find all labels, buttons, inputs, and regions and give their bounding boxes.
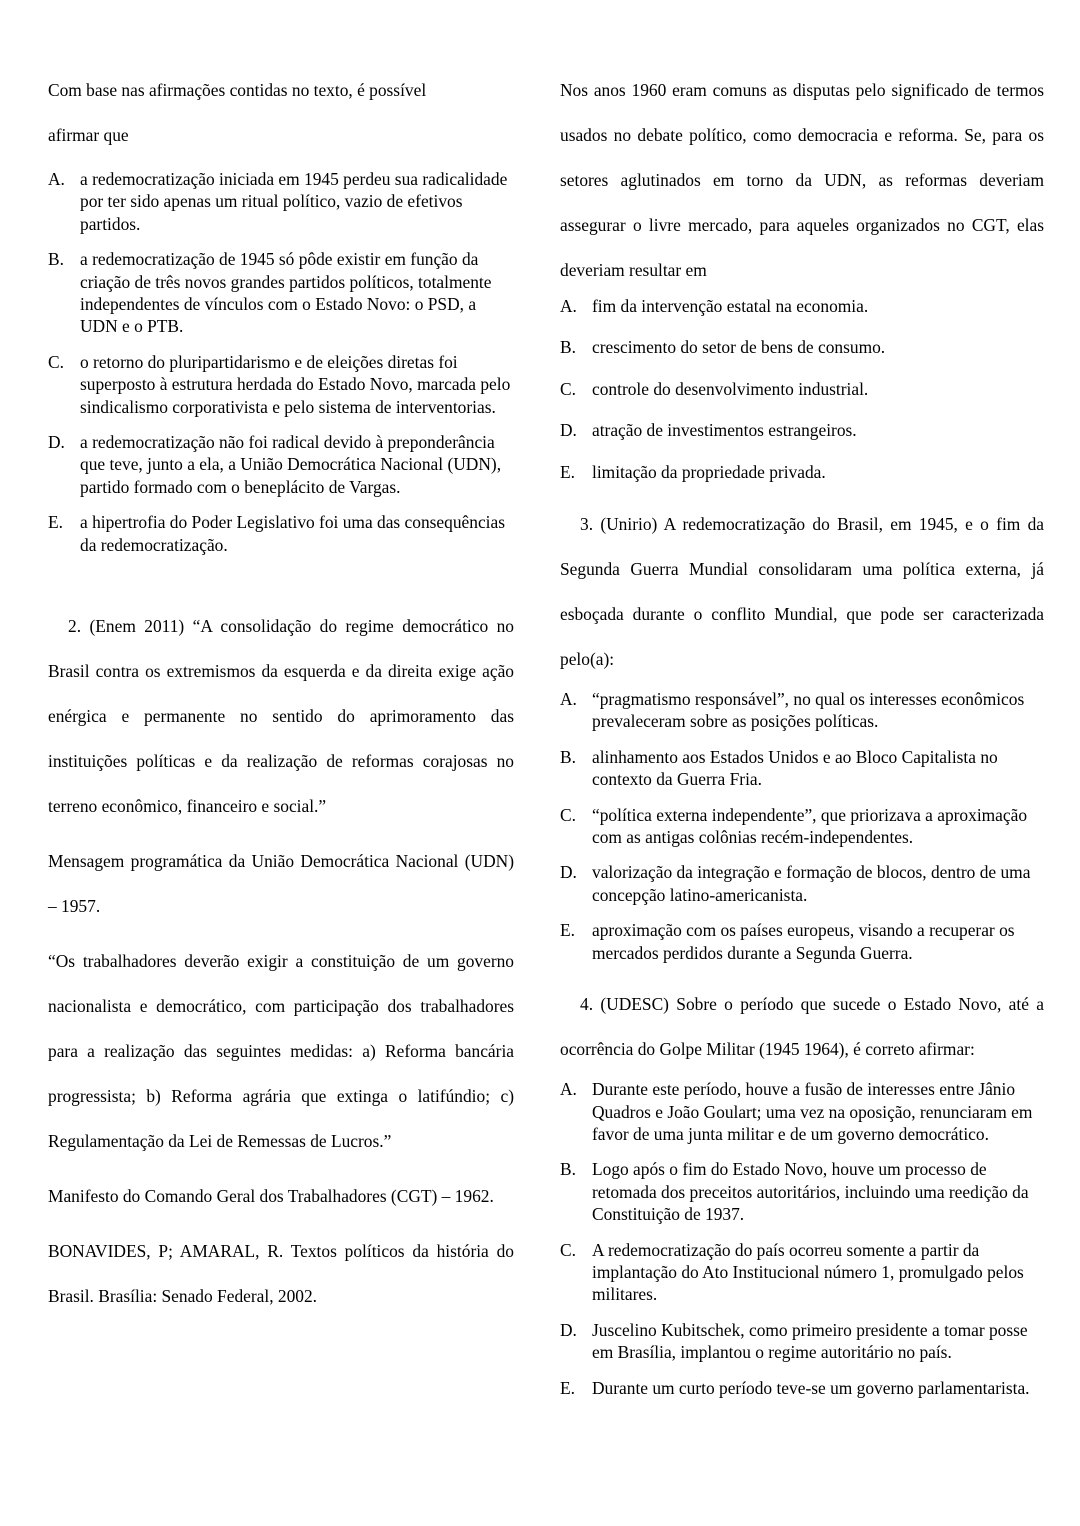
q2-continuation-text: Nos anos 1960 eram comuns as disputas pelo significado de termos usados no debate político, como democracia e reforma. Se, para os setores aglutinados em torno da UDN, as reformas deveriam assegurar o livre mercado, para aqueles organizados no CGT, elas deveriam resultar em	[560, 80, 1044, 280]
q2-options-list	[560, 295, 1044, 483]
option-letter: A.	[48, 169, 65, 189]
q2-quote-cgt: “Os trabalhadores deverão exigir a constituição de um governo nacionalista e democrático, com participação dos trabalhadores para a realização das seguintes medidas: a) Reforma bancária progressista; b) Reforma agrária que extinga o latifúndio; c) Regulamentação da Lei de Remessas de Lucros.”	[48, 951, 514, 1152]
option-b[interactable]	[48, 248, 514, 338]
option-letter: E.	[560, 920, 575, 941]
option-a[interactable]	[560, 688, 1044, 733]
option-letter: B.	[560, 746, 576, 767]
option-letter: D.	[560, 420, 577, 441]
option-text: aproximação com os países europeus, visando a recuperar os mercados perdidos durante a Segunda Guerra.	[592, 920, 1015, 963]
q2-source-udn: Mensagem programática da União Democrática Nacional (UDN) – 1957.	[48, 851, 514, 917]
option-b[interactable]	[560, 746, 1044, 791]
option-text: a redemocratização de 1945 só pôde existir em função da criação de três novos grandes partidos políticos, totalmente independentes de vínculos com o Estado Novo: o PSD, a UDN e o PTB.	[80, 249, 492, 337]
q3-stem: 3. (Unirio) A redemocratização do Brasil, em 1945, e o fim da Segunda Guerra Mundial consolidaram uma política externa, já esboçada durante o conflito Mundial, que pode ser caracterizada pelo(a):	[560, 514, 1044, 670]
q4-stem: 4. (UDESC) Sobre o período que sucede o Estado Novo, até a ocorrência do Golpe Militar (1945 1964), é correto afirmar:	[560, 994, 1044, 1060]
option-c[interactable]	[560, 1239, 1044, 1306]
option-a[interactable]	[560, 1078, 1044, 1145]
option-text: A redemocratização do país ocorreu somente a partir da implantação do Ato Institucional número 1, promulgado pelos militares.	[592, 1239, 1024, 1305]
option-letter: C.	[560, 1239, 576, 1260]
option-letter: A.	[560, 296, 577, 316]
option-d[interactable]	[560, 419, 1044, 441]
option-e[interactable]	[560, 919, 1044, 964]
option-text: crescimento do setor de bens de consumo.	[592, 337, 886, 358]
q2-source-cgt: Manifesto do Comando Geral dos Trabalhadores (CGT) – 1962.	[48, 1186, 494, 1207]
option-letter: C.	[48, 351, 64, 372]
q2-stem: 2. (Enem 2011) “A consolidação do regime democrático no Brasil contra os extremismos da esquerda e da direita exige ação enérgica e permanente no sentido do aprimoramento das instituições políticas e da realização de reformas corajosas no terreno econômico, financeiro e social.”	[48, 616, 514, 817]
option-d[interactable]	[560, 1319, 1044, 1364]
q1-stem-line-2: afirmar que	[48, 125, 129, 145]
option-c[interactable]	[48, 351, 514, 418]
option-text: Logo após o fim do Estado Novo, houve um processo de retomada dos preceitos autoritários, incluindo uma reedição da Constituição de 1937.	[592, 1159, 1029, 1225]
option-text: Durante um curto período teve-se um governo parlamentarista.	[592, 1377, 1030, 1398]
option-letter: E.	[560, 1377, 575, 1398]
option-e[interactable]	[48, 511, 514, 556]
option-text: a redemocratização não foi radical devido à preponderância que teve, junto a ela, a União Democrática Nacional (UDN), partido formado com o beneplácito de Vargas.	[80, 432, 502, 497]
option-c[interactable]	[560, 804, 1044, 849]
option-text: controle do desenvolvimento industrial.	[592, 378, 869, 399]
option-e[interactable]	[560, 1377, 1044, 1399]
option-text: a hipertrofia do Poder Legislativo foi uma das consequências da redemocratização.	[80, 512, 505, 555]
option-d[interactable]	[48, 431, 514, 498]
option-letter: B.	[560, 337, 576, 358]
option-text: Durante este período, houve a fusão de interesses entre Jânio Quadros e João Goulart; uma vez na oposição, renunciaram em favor de uma junta militar e de um governo democrático.	[592, 1079, 1033, 1144]
option-b[interactable]	[560, 336, 1044, 358]
option-text: fim da intervenção estatal na economia.	[592, 296, 869, 316]
q4-options-list	[560, 1078, 1044, 1399]
option-letter: D.	[560, 862, 577, 883]
option-text: valorização da integração e formação de blocos, dentro de uma concepção latino-americanista.	[592, 862, 1031, 905]
option-letter: E.	[560, 461, 575, 482]
option-text: “pragmatismo responsável”, no qual os interesses econômicos prevaleceram sobre as posições políticas.	[592, 689, 1025, 732]
option-letter: E.	[48, 512, 63, 533]
left-column	[48, 68, 514, 1319]
q2-bibliographic-reference: BONAVIDES, P; AMARAL, R. Textos políticos da história do Brasil. Brasília: Senado Federal, 2002.	[48, 1241, 514, 1307]
q1-stem-line-1: Com base nas afirmações contidas no texto, é possível	[48, 80, 427, 100]
option-letter: D.	[560, 1319, 577, 1340]
option-text: atração de investimentos estrangeiros.	[592, 420, 857, 441]
option-letter: C.	[560, 378, 576, 399]
option-letter: B.	[560, 1159, 576, 1180]
q1-options-list	[48, 168, 514, 556]
option-text: limitação da propriedade privada.	[592, 461, 826, 482]
option-letter: C.	[560, 804, 576, 825]
option-d[interactable]	[560, 861, 1044, 906]
option-letter: A.	[560, 689, 577, 710]
option-text: Juscelino Kubitschek, como primeiro presidente a tomar posse em Brasília, implantou o regime autoritário no país.	[592, 1319, 1028, 1363]
option-text: o retorno do pluripartidarismo e de eleições diretas foi superposto à estrutura herdada do Estado Novo, marcada pelo sindicalismo corporativista e pelo sistema de interventorias.	[80, 351, 511, 417]
q3-options-list	[560, 688, 1044, 964]
option-text: a redemocratização iniciada em 1945 perdeu sua radicalidade por ter sido apenas um ritual político, vazio de efetivos partidos.	[80, 169, 508, 234]
option-letter: D.	[48, 432, 65, 453]
right-column	[560, 68, 1044, 1399]
option-letter: B.	[48, 249, 64, 270]
option-b[interactable]	[560, 1158, 1044, 1225]
option-c[interactable]	[560, 378, 1044, 400]
option-text: “política externa independente”, que priorizava a aproximação com as antigas colônias recém-independentes.	[592, 804, 1028, 848]
option-e[interactable]	[560, 461, 1044, 483]
option-text: alinhamento aos Estados Unidos e ao Bloco Capitalista no contexto da Guerra Fria.	[592, 746, 998, 790]
option-letter: A.	[560, 1079, 577, 1100]
option-a[interactable]	[48, 168, 514, 235]
option-a[interactable]	[560, 295, 1044, 317]
